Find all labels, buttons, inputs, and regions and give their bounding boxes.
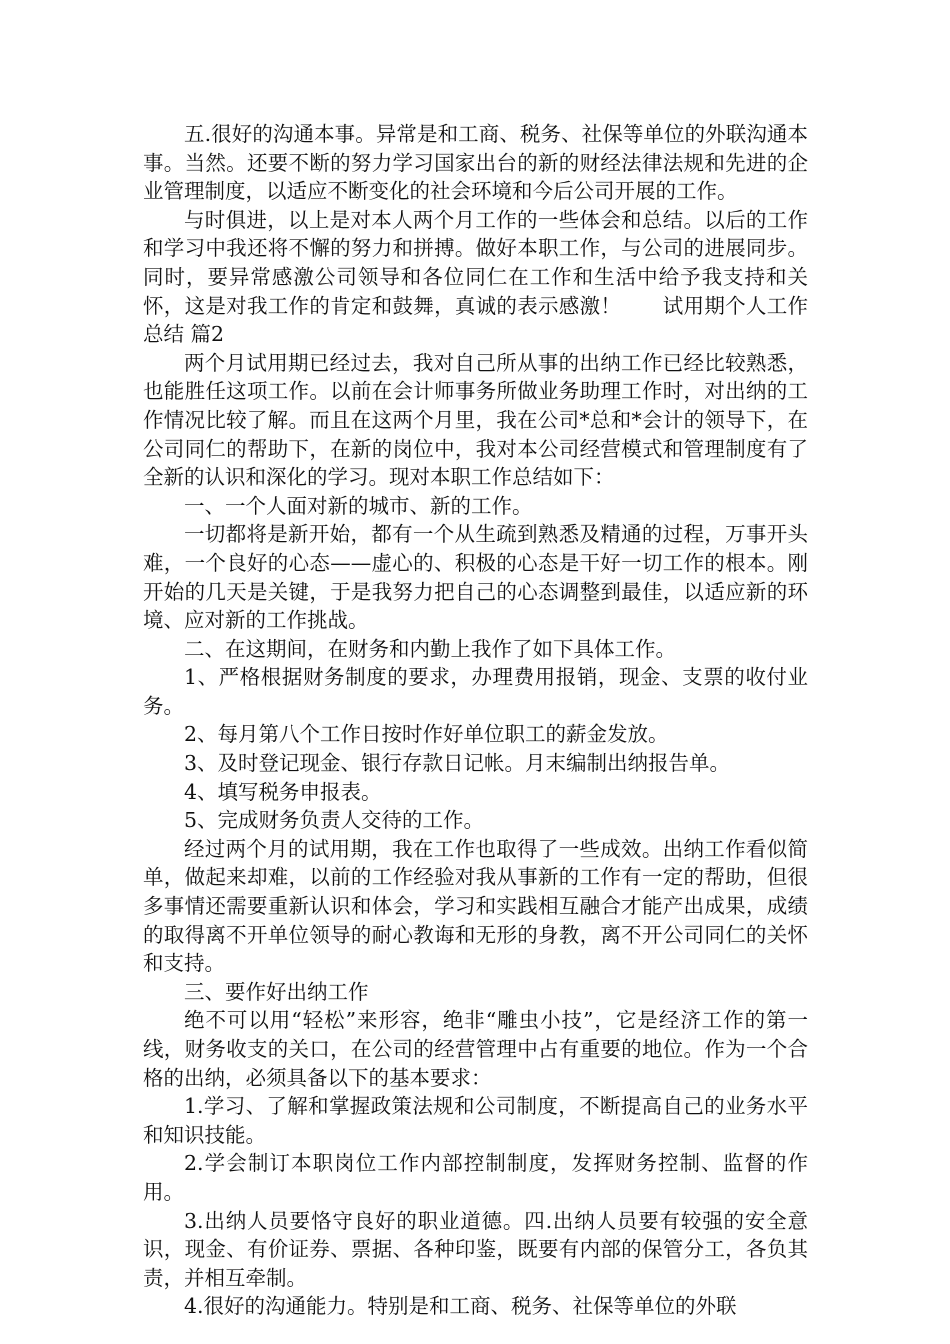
paragraph-communication-skills: 五.很好的沟通本事。异常是和工商、税务、社保等单位的外联沟通本事。当然。还要不断的努力学习国家出台的新的财经法律法规和先进的企业管理制度，以适应不断变化的社会环境和今后公司开展的工作。 bbox=[143, 122, 808, 204]
document-body bbox=[143, 120, 808, 1321]
heading-section-one: 一、一个人面对新的城市、新的工作。 bbox=[184, 493, 533, 518]
list-item-3: 3、及时登记现金、银行存款日记帐。月末编制出纳报告单。 bbox=[184, 751, 731, 776]
requirement-item-1: 1.学习、了解和掌握政策法规和公司制度，不断提高自己的业务水平和知识技能。 bbox=[143, 1094, 808, 1147]
list-item-2: 2、每月第八个工作日按时作好单位职工的薪金发放。 bbox=[184, 722, 669, 747]
list-item-4: 4、填写税务申报表。 bbox=[184, 779, 382, 804]
list-item-5: 5、完成财务负责人交待的工作。 bbox=[184, 808, 485, 833]
heading-section-three: 三、要作好出纳工作 bbox=[184, 979, 369, 1004]
requirement-item-4: 4.很好的沟通能力。特别是和工商、税务、社保等单位的外联 bbox=[184, 1294, 737, 1319]
requirement-item-3: 3.出纳人员要恪守良好的职业道德。四.出纳人员要有较强的安全意识，现金、有价证券、票据、各种印鉴，既要有内部的保管分工，各负其责，并相互牵制。 bbox=[143, 1208, 808, 1290]
requirement-item-2: 2.学会制订本职岗位工作内部控制制度，发挥财务控制、监督的作用。 bbox=[143, 1151, 808, 1204]
paragraph-summary-closing: 与时俱进，以上是对本人两个月工作的一些体会和总结。以后的工作和学习中我还将不懈的努力和拼搏。做好本职工作，与公司的进展同步。同时，要异常感激公司领导和各位同仁在工作和生活中给予我支持和关怀，这是对我工作的肯定和鼓舞，真诚的表示感激！ 试用期个人工作总结 篇2 bbox=[143, 207, 808, 347]
heading-section-two: 二、在这期间，在财务和内勤上我作了如下具体工作。 bbox=[184, 636, 676, 661]
paragraph-new-start: 一切都将是新开始，都有一个从生疏到熟悉及精通的过程，万事开头难，一个良好的心态——虚心的、积极的心态是干好一切工作的根本。刚开始的几天是关键，于是我努力把自己的心态调整到最佳，以适应新的环境、应对新的工作挑战。 bbox=[143, 522, 808, 633]
paragraph-probation-intro: 两个月试用期已经过去，我对自己所从事的出纳工作已经比较熟悉，也能胜任这项工作。以前在会计师事务所做业务助理工作时，对出纳的工作情况比较了解。而且在这两个月里，我在公司*总和*会计的领导下，在公司同仁的帮助下，在新的岗位中，我对本公司经营模式和管理制度有了全新的认识和深化的学习。现对本职工作总结如下： bbox=[143, 350, 808, 490]
paragraph-cashier-role: 绝不可以用“轻松”来形容，绝非“雕虫小技”，它是经济工作的第一线，财务收支的关口，在公司的经营管理中占有重要的地位。作为一个合格的出纳，必须具备以下的基本要求： bbox=[143, 1008, 808, 1090]
list-item-1: 1、严格根据财务制度的要求，办理费用报销，现金、支票的收付业务。 bbox=[143, 665, 808, 718]
paragraph-results: 经过两个月的试用期，我在工作也取得了一些成效。出纳工作看似简单，做起来却难，以前的工作经验对我从事新的工作有一定的帮助，但很多事情还需要重新认识和体会，学习和实践相互融合才能产出成果，成绩的取得离不开单位领导的耐心教诲和无形的身教，离不开公司同仁的关怀和支持。 bbox=[143, 836, 808, 976]
